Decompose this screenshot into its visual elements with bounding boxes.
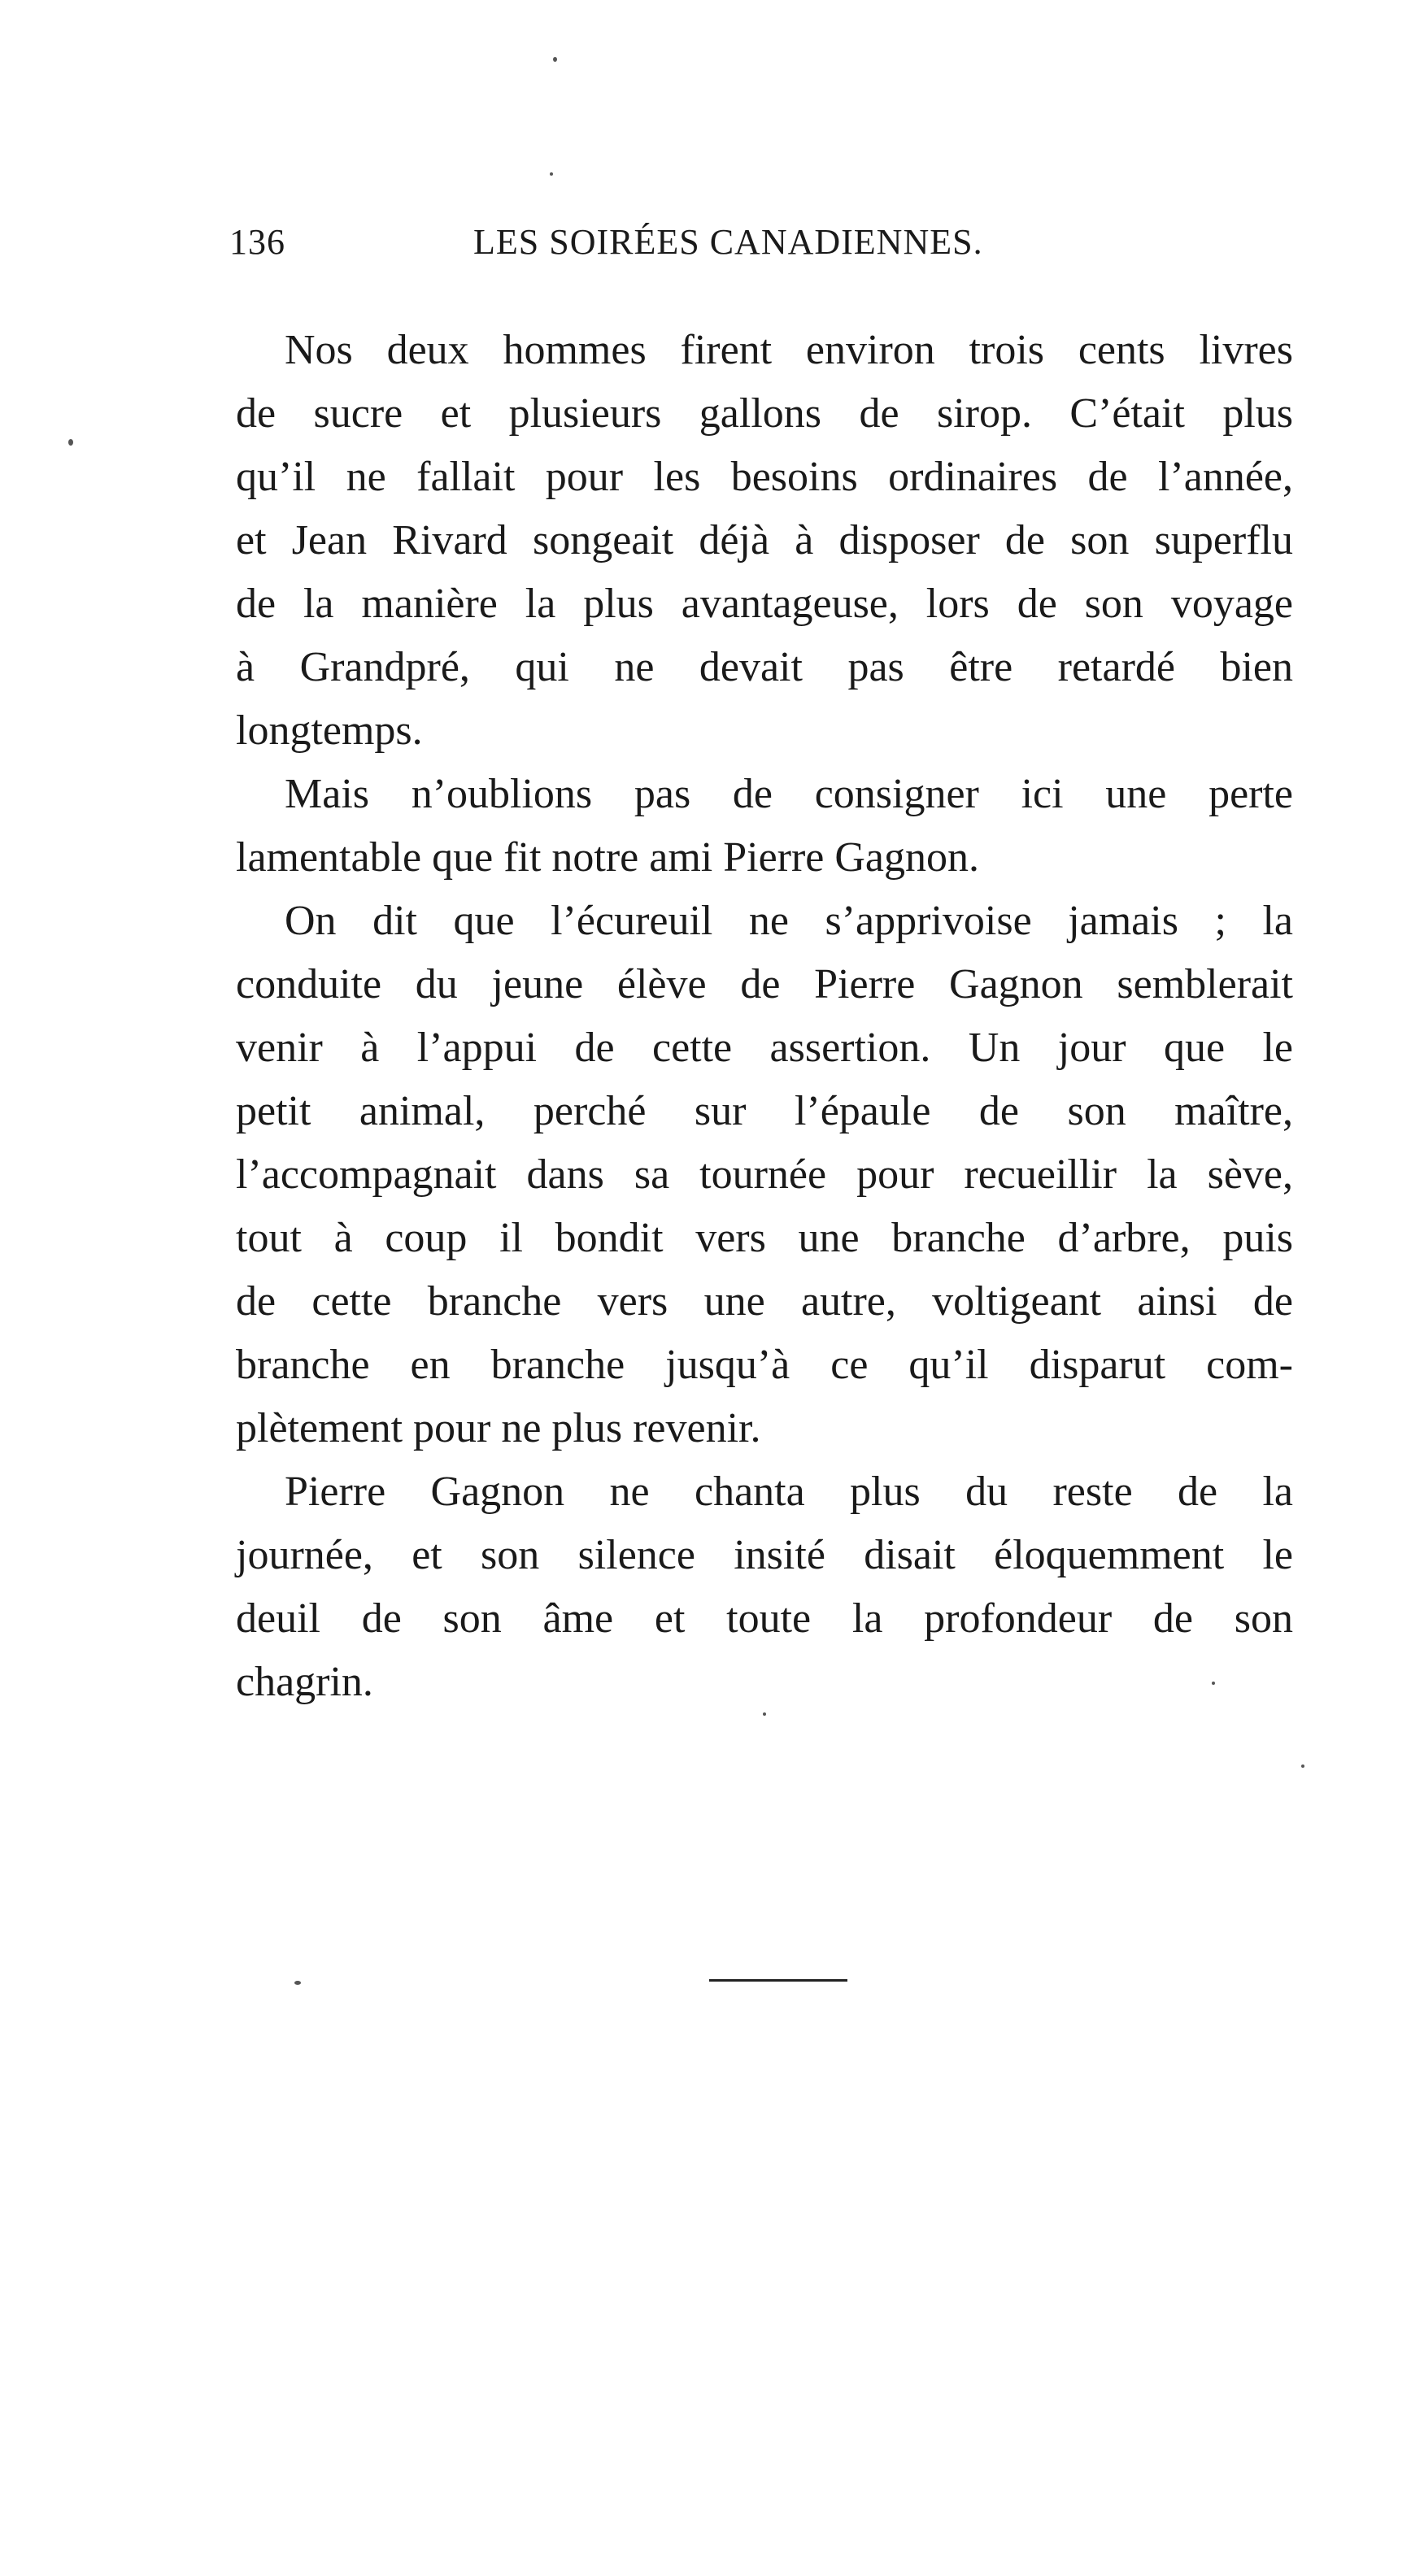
running-head xyxy=(229,218,1059,267)
text-line: On dit que l’écureuil ne s’apprivoise jamais ; la xyxy=(285,898,1293,944)
text-line: deuil de son âme et toute la profondeur de son xyxy=(236,1595,1293,1642)
text-line: qu’il ne fallait pour les besoins ordinaires de l’année, xyxy=(236,454,1293,500)
text-line: conduite du jeune élève de Pierre Gagnon semblerait xyxy=(236,961,1293,1007)
text-line: chagrin. xyxy=(236,1659,373,1705)
text-line: de sucre et plusieurs gallons de sirop. C’était plus xyxy=(236,390,1293,437)
body-text xyxy=(236,319,1293,1714)
text-line: Pierre Gagnon ne chanta plus du reste de la xyxy=(285,1469,1293,1515)
print-speck xyxy=(553,57,557,62)
paragraph-1 xyxy=(236,319,1293,763)
text-line: venir à l’appui de cette assertion. Un jour que le xyxy=(236,1025,1293,1071)
text-line: lamentable que fit notre ami Pierre Gagnon. xyxy=(236,834,980,881)
print-speck xyxy=(763,1712,766,1716)
text-line: longtemps. xyxy=(236,707,423,754)
end-of-chapter-rule xyxy=(709,1979,847,1982)
text-line: Mais n’oublions pas de consigner ici une perte xyxy=(285,771,1293,817)
text-line: journée, et son silence insité disait éloquemment le xyxy=(236,1532,1293,1578)
running-title: LES SOIRÉES CANADIENNES. xyxy=(473,222,983,262)
text-line: branche en branche jusqu’à ce qu’il disparut com- xyxy=(236,1342,1293,1388)
paragraph-3 xyxy=(236,890,1293,1460)
paragraph-4 xyxy=(236,1460,1293,1714)
print-speck xyxy=(294,1981,301,1985)
text-line: tout à coup il bondit vers une branche d’arbre, puis xyxy=(236,1215,1293,1261)
text-line: et Jean Rivard songeait déjà à disposer de son superflu xyxy=(236,517,1293,564)
print-speck xyxy=(550,172,553,176)
text-line: à Grandpré, qui ne devait pas être retardé bien xyxy=(236,644,1293,690)
text-line: de cette branche vers une autre, voltigeant ainsi de xyxy=(236,1278,1293,1325)
print-speck xyxy=(1301,1764,1304,1768)
text-line: Nos deux hommes firent environ trois cents livres xyxy=(285,327,1293,373)
page-number: 136 xyxy=(229,222,285,262)
text-line: plètement pour ne plus revenir. xyxy=(236,1405,761,1451)
text-line: l’accompagnait dans sa tournée pour recueillir la sève, xyxy=(236,1151,1293,1198)
print-speck xyxy=(68,439,73,446)
paragraph-2 xyxy=(236,763,1293,890)
print-speck xyxy=(1212,1682,1215,1685)
text-line: de la manière la plus avantageuse, lors de son voyage xyxy=(236,581,1293,627)
text-line: petit animal, perché sur l’épaule de son maître, xyxy=(236,1088,1293,1134)
